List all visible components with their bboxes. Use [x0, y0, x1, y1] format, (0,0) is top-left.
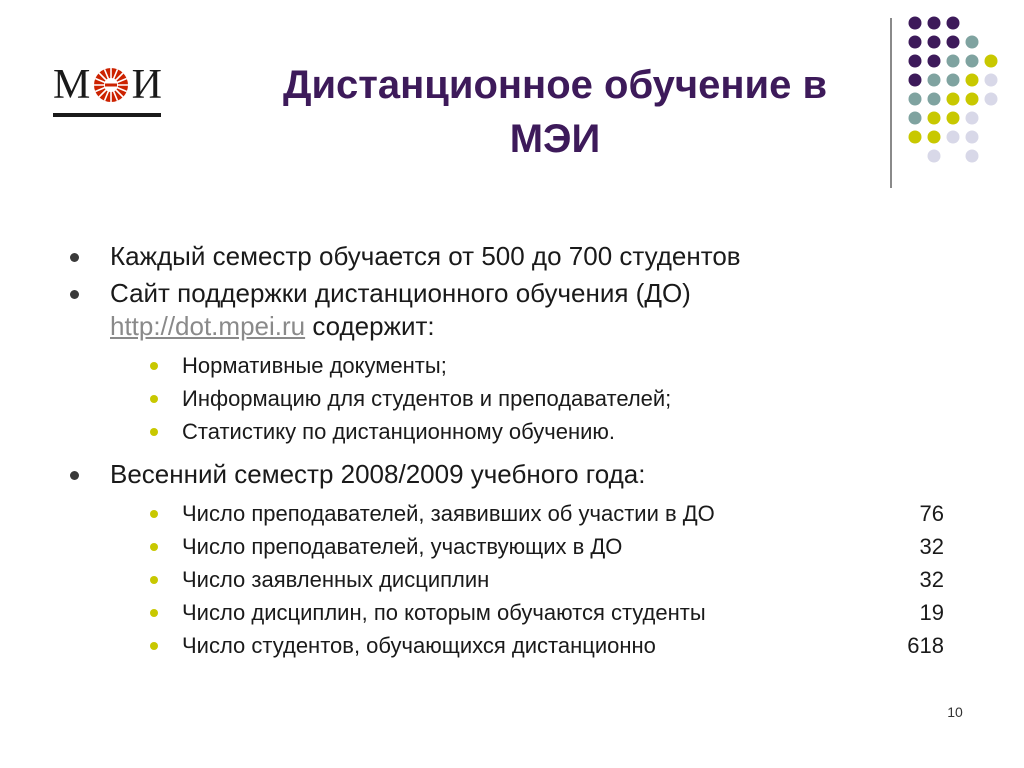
stat-row — [70, 629, 950, 662]
decorative-dot — [909, 112, 922, 125]
decorative-dot — [928, 131, 941, 144]
stat-value: 618 — [907, 633, 944, 658]
bullet-item-semester — [70, 458, 950, 491]
decorative-dot — [966, 74, 979, 87]
decorative-dot — [928, 55, 941, 68]
site-link[interactable]: http://dot.mpei.ru — [110, 311, 306, 341]
bullet-dot-icon — [70, 471, 79, 480]
bullet-list — [70, 240, 950, 672]
list-item: Статистику по дистанционному обучению. — [70, 415, 950, 448]
decorative-dot — [966, 93, 979, 106]
decorative-dot — [909, 74, 922, 87]
sub-bullet-icon — [150, 510, 158, 518]
stat-row — [70, 596, 950, 629]
logo-letter-m: М — [53, 62, 90, 108]
stat-row — [70, 497, 950, 530]
stat-label: Число студентов, обучающихся дистанционно — [182, 633, 656, 658]
page-number: 10 — [947, 704, 963, 720]
stat-label: Число преподавателей, заявивших об участии в ДО — [182, 501, 715, 526]
decorative-dot — [909, 131, 922, 144]
sub-bullet-icon — [150, 428, 158, 436]
sub-bullet-icon — [150, 543, 158, 551]
bullet-text: Каждый семестр обучается от 500 до 700 студентов — [110, 241, 741, 271]
stat-row — [70, 563, 950, 596]
stat-row — [70, 530, 950, 563]
decorative-dot — [947, 17, 960, 30]
decorative-dot — [947, 93, 960, 106]
bullet-dot-icon — [70, 253, 79, 262]
bullet-dot-icon — [70, 290, 79, 299]
decorative-dot — [928, 93, 941, 106]
sub-bullet-icon — [150, 576, 158, 584]
decorative-dot — [947, 55, 960, 68]
logo-letter-i: И — [131, 62, 161, 108]
decorative-dot — [966, 131, 979, 144]
logo-sun-icon — [92, 66, 130, 104]
decorative-dot — [966, 112, 979, 125]
semester-stats-list — [70, 497, 950, 662]
logo-underline — [53, 113, 161, 117]
list-item: Нормативные документы; — [70, 349, 950, 382]
stat-label: Число заявленных дисциплин — [182, 567, 490, 592]
decorative-dot — [928, 17, 941, 30]
decorative-dot — [985, 74, 998, 87]
decorative-dot — [928, 36, 941, 49]
decorative-dot — [947, 131, 960, 144]
bullet-item-site — [70, 277, 950, 343]
sub-bullet-icon — [150, 609, 158, 617]
decorative-dot — [909, 36, 922, 49]
stat-value: 32 — [919, 534, 944, 559]
decorative-dot — [909, 55, 922, 68]
stat-value: 76 — [919, 501, 944, 526]
decorative-dot — [909, 17, 922, 30]
sub-bullet-icon — [150, 642, 158, 650]
sub-bullet-icon — [150, 362, 158, 370]
decorative-dot — [966, 150, 979, 163]
decorative-dot — [928, 150, 941, 163]
decorative-dot — [985, 93, 998, 106]
site-contents-list — [70, 349, 950, 448]
decorative-dot — [966, 55, 979, 68]
decorative-dot — [947, 112, 960, 125]
decorative-dot — [928, 74, 941, 87]
vertical-divider — [890, 18, 892, 188]
decorative-dot — [928, 112, 941, 125]
slide-title — [210, 58, 900, 166]
sub-bullet-icon — [150, 395, 158, 403]
mpei-logo — [53, 60, 161, 118]
stat-label: Число преподавателей, участвующих в ДО — [182, 534, 623, 559]
stat-value: 32 — [919, 567, 944, 592]
stat-value: 19 — [919, 600, 944, 625]
title-line-1: Дистанционное обучение в — [282, 63, 828, 107]
decorative-dot — [947, 36, 960, 49]
bullet-text: Весенний семестр 2008/2009 учебного года: — [110, 459, 646, 489]
stat-label: Число дисциплин, по которым обучаются студенты — [182, 600, 706, 625]
decorative-dots — [905, 14, 1005, 174]
decorative-dot — [985, 55, 998, 68]
bullet-text-suffix: содержит: — [305, 311, 435, 341]
bullet-text: Сайт поддержки дистанционного обучения (ДО) — [110, 278, 691, 308]
decorative-dot — [909, 93, 922, 106]
title-line-2: МЭИ — [509, 117, 601, 161]
decorative-dot — [947, 74, 960, 87]
decorative-dot — [966, 36, 979, 49]
bullet-item-students — [70, 240, 950, 273]
list-item: Информацию для студентов и преподавателей; — [70, 382, 950, 415]
